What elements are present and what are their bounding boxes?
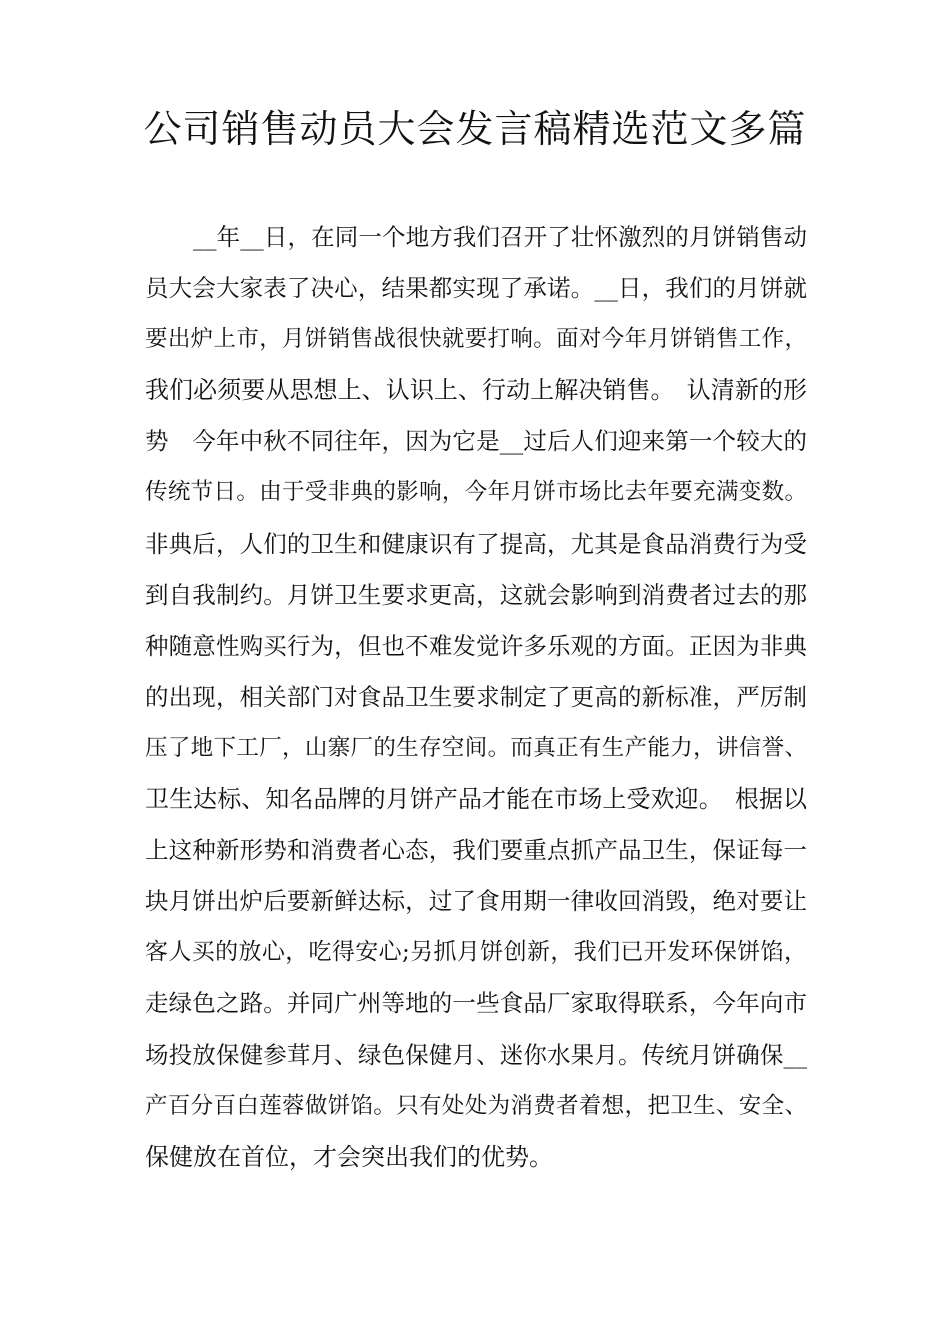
body-line: 卫生达标、知名品牌的月饼产品才能在市场上受欢迎。 根据以 [145, 785, 807, 814]
body-line: 客人买的放心，吃得安心;另抓月饼创新，我们已开发环保饼馅， [145, 939, 807, 966]
body-line: __年__日，在同一个地方我们召开了壮怀激烈的月饼销售动 [193, 223, 807, 251]
body-line: 到自我制约。月饼卫生要求更高，这就会影响到消费者过去的那 [145, 580, 807, 609]
body-line: 种随意性购买行为，但也不难发觉许多乐观的方面。正因为非典 [145, 631, 807, 660]
body-line: 场投放保健参茸月、绿色保健月、迷你水果月。传统月饼确保__ [145, 1040, 807, 1069]
body-line: 非典后，人们的卫生和健康识有了提高，尤其是食品消费行为受 [145, 529, 807, 558]
body-line: 员大会大家表了决心，结果都实现了承诺。__日，我们的月饼就 [145, 274, 807, 303]
body-line: 产百分百白莲蓉做饼馅。只有处处为消费者着想，把卫生、安全、 [145, 1092, 807, 1119]
body-line: 压了地下工厂，山寨厂的生存空间。而真正有生产能力，讲信誉、 [145, 734, 807, 761]
body-line: 上这种新形势和消费者心态，我们要重点抓产品卫生，保证每一 [145, 836, 807, 865]
body-line: 要出炉上市，月饼销售战很快就要打响。面对今年月饼销售工作， [145, 326, 807, 353]
document-title: 公司销售动员大会发言稿精选范文多篇 [143, 107, 807, 151]
body-line: 的出现，相关部门对食品卫生要求制定了更高的新标准，严厉制 [145, 682, 807, 711]
document-body [145, 212, 807, 1183]
body-line: 传统节日。由于受非典的影响，今年月饼市场比去年要充满变数。 [145, 479, 807, 506]
body-line: 势 今年中秋不同往年，因为它是__过后人们迎来第一个较大的 [145, 427, 807, 456]
body-line: 保健放在首位，才会突出我们的优势。 [145, 1142, 553, 1171]
body-line: 走绿色之路。并同广州等地的一些食品厂家取得联系，今年向市 [145, 989, 807, 1018]
body-line: 我们必须要从思想上、认识上、行动上解决销售。 认清新的形 [145, 376, 807, 405]
body-line: 块月饼出炉后要新鲜达标，过了食用期一律收回消毁，绝对要让 [145, 887, 807, 916]
